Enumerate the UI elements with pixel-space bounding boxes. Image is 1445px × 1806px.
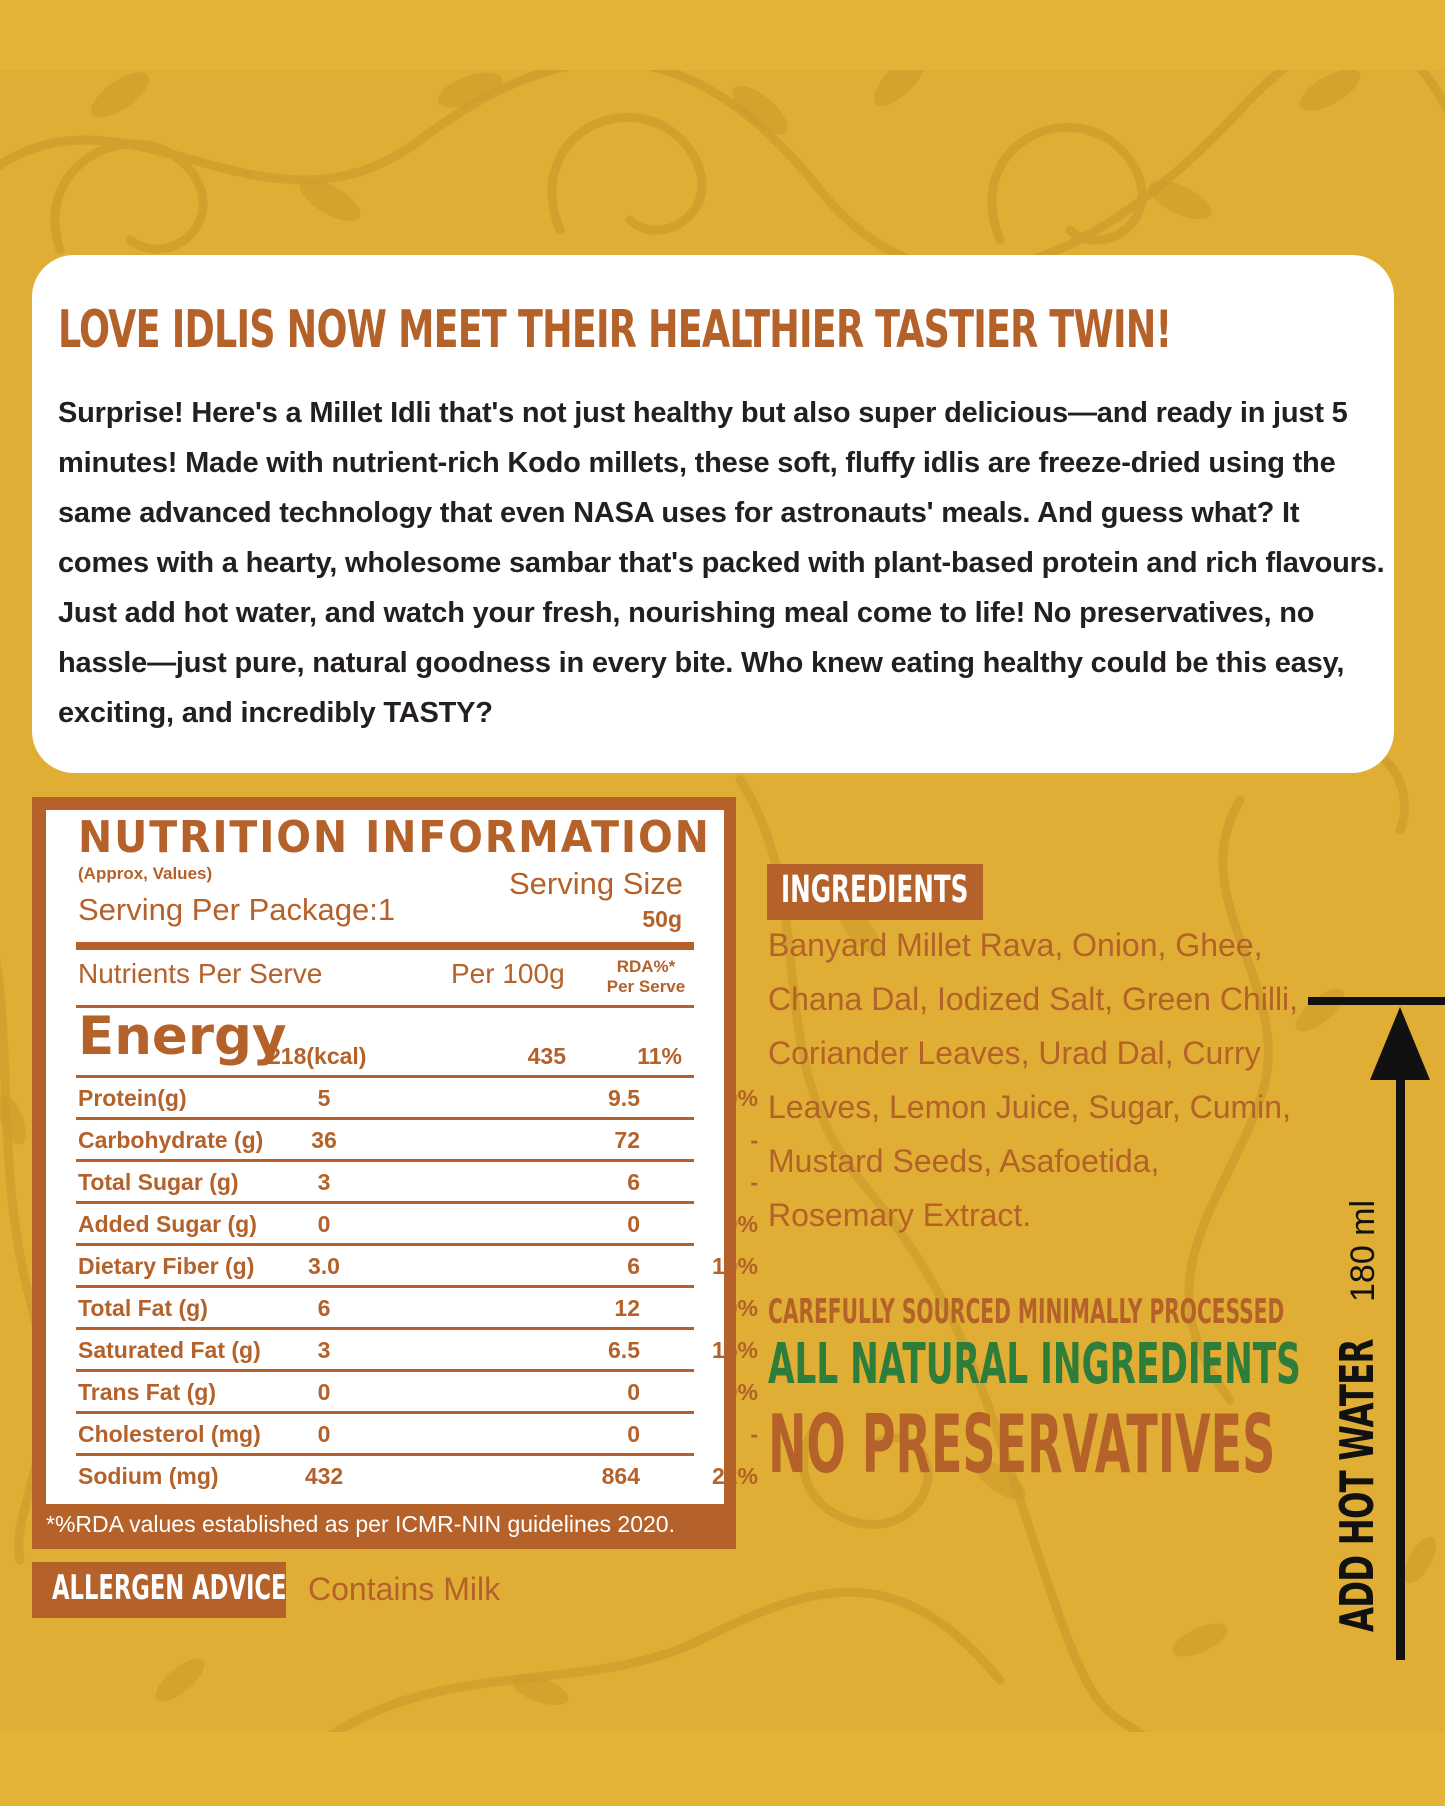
water-level-shaft — [1396, 1075, 1405, 1660]
nutrient-name: Added Sugar (g) — [78, 1211, 257, 1237]
nutrient-name: Saturated Fat (g) — [78, 1337, 261, 1363]
nutrient-per100: 6.5 — [608, 1337, 640, 1363]
serving-size-value: 50g — [642, 906, 682, 932]
nutrient-name: Cholesterol (mg) — [78, 1421, 261, 1447]
nutrient-serve: 3 — [317, 1337, 331, 1363]
serving-per-package: Serving Per Package:1 — [78, 892, 396, 927]
energy-per100: 435 — [527, 1043, 566, 1069]
nutrient-serve: 432 — [304, 1463, 344, 1489]
nutrient-per100: 9.5 — [608, 1085, 640, 1111]
nutrient-rda: 10% — [711, 1253, 758, 1279]
add-hot-water-label — [1330, 1257, 1384, 1632]
nutrient-rda: 9% — [724, 1085, 758, 1111]
nutrient-name: Protein(g) — [78, 1085, 187, 1111]
nutrient-serve: 6 — [317, 1295, 331, 1321]
nutrient-rda: - — [750, 1127, 758, 1153]
energy-label: Energy — [78, 1006, 287, 1067]
table-row — [76, 1330, 758, 1372]
tagline-no-preservatives: NO PRESERVATIVES — [768, 1398, 1276, 1491]
nutrient-per100: 6 — [627, 1169, 640, 1195]
water-level-top-bar — [1308, 997, 1445, 1005]
nutrient-name: Sodium (mg) — [78, 1463, 219, 1489]
allergen-text: Contains Milk — [308, 1571, 501, 1607]
nutrient-per100: 0 — [627, 1421, 640, 1447]
ingredients-list: Banyard Millet Rava, Onion, Ghee, Chana Dal, Iodized Salt, Green Chilli, Coriander Leaves, Urad Dal, Curry Leaves, Lemon Juice, Sugar, Cumin, Mustard Seeds, Asafoetida, Rosemary Extract. — [768, 927, 1299, 1233]
nutrient-rda: 22% — [711, 1463, 758, 1489]
nutrient-rda: - — [750, 1421, 758, 1447]
nutrient-serve: 3.0 — [308, 1253, 340, 1279]
nutrient-rda: 15% — [711, 1337, 758, 1363]
tagline-natural: ALL NATURAL INGREDIENTS — [768, 1332, 1301, 1397]
header-nutrients: Nutrients Per Serve — [78, 958, 323, 989]
nutrient-per100: 12 — [614, 1295, 640, 1321]
table-row — [76, 1456, 758, 1498]
table-row — [76, 1204, 758, 1246]
nutrient-rda: 0% — [724, 1211, 758, 1237]
header-rda-line1: RDA%* — [616, 957, 676, 976]
nutrient-rda: 0% — [724, 1379, 758, 1405]
nutrient-per100: 6 — [627, 1253, 640, 1279]
nutrition-title: NUTRITION INFORMATION — [78, 812, 711, 863]
nutrient-serve: 36 — [311, 1127, 337, 1153]
tagline-sourced: CAREFULLY SOURCED MINIMALLY PROCESSED — [768, 1292, 1285, 1332]
table-row — [76, 1372, 758, 1414]
nutrient-serve: 0 — [317, 1421, 331, 1447]
bottom-band — [0, 1732, 1445, 1806]
energy-rda: 11% — [637, 1043, 682, 1069]
serving-size-label: Serving Size — [508, 866, 683, 901]
allergen-label: ALLERGEN ADVICE — [52, 1568, 287, 1608]
nutrient-name: Dietary Fiber (g) — [78, 1253, 255, 1279]
nutrient-name: Trans Fat (g) — [78, 1379, 217, 1405]
table-row — [76, 1246, 758, 1288]
table-row — [76, 1288, 758, 1330]
nutrition-header-rule — [76, 942, 694, 950]
table-row — [76, 1162, 758, 1204]
nutrient-per100: 0 — [627, 1379, 640, 1405]
energy-serve: 218(kcal) — [268, 1043, 367, 1069]
nutrient-rows — [76, 1078, 758, 1498]
nutrient-name: Carbohydrate (g) — [78, 1127, 264, 1153]
nutrient-per100: 0 — [627, 1211, 640, 1237]
headline: LOVE IDLIS NOW MEET THEIR HEALTHIER TASTIER TWIN! — [58, 300, 1172, 360]
top-band — [0, 0, 1445, 70]
nutrient-name: Total Fat (g) — [78, 1295, 208, 1321]
nutrient-per100: 72 — [614, 1127, 640, 1153]
nutrient-serve: 0 — [317, 1211, 331, 1237]
nutrient-serve: 5 — [317, 1085, 331, 1111]
arrow-up-icon — [1370, 1007, 1430, 1080]
nutrient-rda: - — [750, 1169, 758, 1195]
table-row — [76, 1414, 758, 1456]
nutrient-name: Total Sugar (g) — [78, 1169, 239, 1195]
header-per-100g: Per 100g — [451, 958, 565, 989]
approx-values-note: (Approx, Values) — [78, 864, 213, 883]
rda-footnote: *%RDA values established as per ICMR-NIN guidelines 2020. — [46, 1511, 675, 1537]
product-description: Surprise! Here's a Millet Idli that's not just healthy but also super delicious—and ready in just 5 minutes! Made with nutrient-rich Kodo millets, these soft, fluffy idlis are freeze-dried using the same advanced technology that even NASA uses for astronauts' meals. And guess what? It comes with a hearty, wholesome sambar that's packed with plant-based protein and rich flavours. Just add hot water, and watch your fresh, nourishing meal come to life! No preservatives, no hassle—just pure, natural goodness in every bite. Who knew eating healthy could be this easy, exciting, and incredibly TASTY? — [58, 397, 1385, 729]
water-volume: 180 ml — [1344, 1199, 1382, 1302]
add-hot-water-text: ADD HOT WATER — [1330, 1339, 1384, 1632]
table-row — [76, 1078, 758, 1120]
table-row — [76, 1120, 758, 1162]
header-rda-line2: Per Serve — [606, 977, 686, 996]
ingredients-label: INGREDIENTS — [781, 868, 969, 911]
header-rda — [600, 957, 692, 997]
nutrient-rda: 9% — [724, 1295, 758, 1321]
nutrient-serve: 3 — [317, 1169, 331, 1195]
nutrient-per100: 864 — [601, 1463, 640, 1489]
nutrient-serve: 0 — [317, 1379, 331, 1405]
